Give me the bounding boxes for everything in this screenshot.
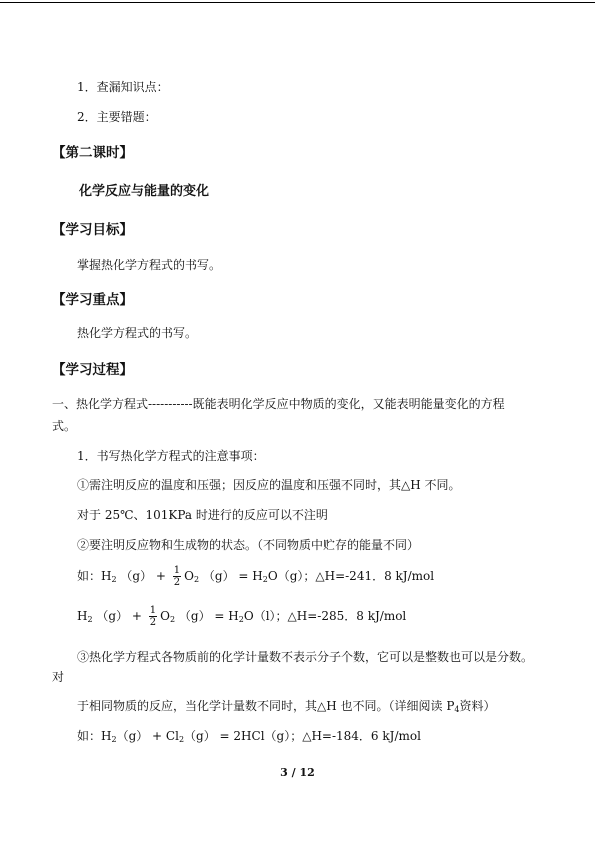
focus-text: 热化学方程式的书写。 [77,326,198,340]
note-2: ②要注明反应物和生成物的状态。（不同物质中贮存的能量不同） [77,538,420,552]
eq1-frac-num: 1 [173,565,181,576]
intro-line-1: 一、热化学方程式-----------既能表明化学反应中物质的变化，又能表明能量变化的方程 [52,397,505,411]
equation-1 [77,564,434,592]
note-1-sub: 对于 25℃、101KPa 时进行的反应可以不注明 [77,508,328,522]
eq2-part3: O（l）；△H=-285．8 kJ/mol [243,609,407,623]
intro-line-2: 式。 [52,419,77,433]
eq3-sub2: 2 [178,735,185,744]
goal-text: 掌握热化学方程式的书写。 [77,258,222,272]
eq2-sub1: 2 [87,615,93,624]
eq2-fraction [149,605,157,628]
eq1-sub1: 2 [111,575,117,584]
eq2-part1: （g） + [96,609,142,623]
eq1-frac-den: 2 [173,577,181,588]
lesson-title: 【第二课时】 [52,145,133,161]
eq2-frac-num: 1 [149,605,157,616]
eq3-part1: （g） + Cl [116,729,179,743]
note-3-line-3-sub: 4 [454,705,460,714]
review-item-1: 1．查漏知识点： [77,80,169,94]
note-3-line-2: 对 [52,670,65,684]
eq2-frac-den: 2 [149,617,157,628]
lesson-subtitle: 化学反应与能量的变化 [79,184,210,199]
eq1-part3: O（g）；△H=-241．8 kJ/mol [267,569,435,583]
note-3-line-1: ③热化学方程式各物质前的化学计量数不表示分子个数，它可以是整数也可以是分数。 [77,650,534,664]
page-number: 3 / 12 [280,766,315,779]
note-3-line-3-b: 资料） [459,699,496,713]
eq1-sub3: 2 [262,575,268,584]
review-item-2: 2．主要错题： [77,110,157,124]
eq2-part2: （g） = H [178,609,239,623]
equation-3 [77,729,421,747]
note-1: ①需注明反应的温度和压强；因反应的温度和压强不同时，其△H 不同。 [77,478,461,492]
eq3-sub1: 2 [111,735,117,744]
equation-2 [77,604,406,632]
eq2-sub2: 2 [170,615,176,624]
note-title: 1．书写热化学方程式的注意事项： [77,449,265,463]
eq1-sub2: 2 [194,575,200,584]
process-heading: 【学习过程】 [52,362,133,378]
goal-heading: 【学习目标】 [52,222,133,238]
eq1-part2: （g） = H [202,569,263,583]
eq1-o: O [184,569,194,583]
note-3-line-3 [77,699,496,717]
note-3-line-3-a: 于相同物质的反应，当化学计量数不同时，其△H 也不同。（详细阅读 P [77,699,455,713]
focus-heading: 【学习重点】 [52,292,133,308]
eq1-prefix: 如：H [77,569,112,583]
eq3-part2: （g） = 2HCl（g）；△H=-184．6 kJ/mol [184,729,421,743]
eq2-sub3: 2 [238,615,244,624]
eq3-prefix: 如：H [77,729,112,743]
eq1-fraction [173,565,181,588]
eq1-part1: （g） + [120,569,166,583]
eq2-o: O [160,609,170,623]
header-rule [0,2,595,3]
eq2-prefix: H [77,609,88,623]
